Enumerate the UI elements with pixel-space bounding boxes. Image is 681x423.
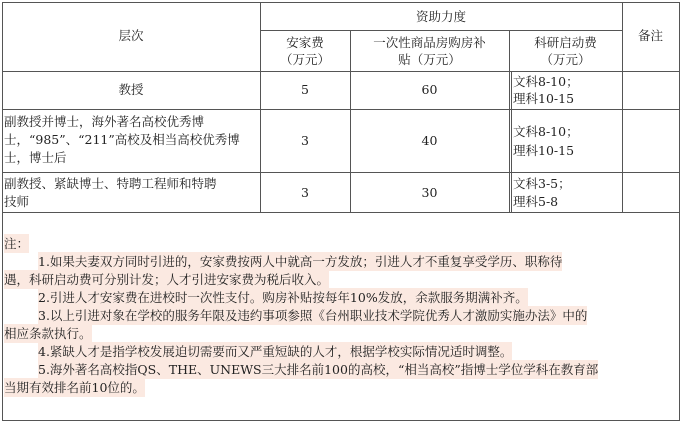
- note-line: 5.海外著名高校指QS、THE、UNEWS三大排名前100的高校，“相当高校”指博士学位学科在教育部: [38, 362, 599, 377]
- row-level: 副教授、紧缺博士、特聘工程师和特聘: [4, 176, 217, 191]
- row-settle-fee: 3: [301, 133, 309, 148]
- header-remarks: 备注: [637, 28, 663, 43]
- note-line: 当期有效排名前10位的。: [4, 380, 145, 395]
- header-research-startup-unit: （万元）: [540, 52, 591, 67]
- note-line: 3.以上引进对象在学校的服务年限及违约事项参照《台州职业技术学院优秀人才激励实施办法》中的: [38, 308, 588, 323]
- header-settle-fee-unit: （万元）: [279, 52, 330, 67]
- note-line: 4.紧缺人才是指学校发展迫切需要而又严重短缺的人才，根据学校实际情况适时调整。: [38, 344, 513, 359]
- row-level: 教授: [118, 82, 144, 97]
- rule: [2, 420, 680, 421]
- rule: [2, 2, 680, 3]
- rule: [2, 212, 680, 213]
- notes-title: 注：: [4, 236, 30, 251]
- row-research-startup: 理科5-8: [513, 194, 559, 209]
- row-research-startup: 理科10-15: [513, 91, 575, 106]
- row-level: 士，“985”、“211”高校及相当高校优秀博: [4, 132, 240, 147]
- header-settle-fee: 安家费: [286, 35, 324, 50]
- row-research-startup: 文科3-5；: [513, 176, 571, 191]
- note-line: 1.如果夫妻双方同时引进的，安家费按两人中就高一方发放；引进人才不重复享受学历、职称待: [38, 254, 563, 269]
- rule: [511, 71, 512, 213]
- row-level: 士，博士后: [4, 150, 67, 165]
- row-settle-fee: 3: [301, 185, 309, 200]
- rule: [260, 30, 622, 31]
- header-research-startup: 科研启动费: [534, 35, 597, 50]
- header-housing-subsidy: 一次性商品房购房补: [373, 35, 486, 50]
- row-research-startup: 理科10-15: [513, 143, 575, 158]
- rule: [679, 2, 680, 421]
- row-level: 技师: [4, 194, 30, 209]
- note-line: 2.引进人才安家费在进校时一次性支付。购房补贴按每年10%发放，余款服务期满补齐。: [38, 290, 528, 305]
- note-line: 相应条款执行。: [4, 326, 92, 341]
- row-research-startup: 文科8-10；: [513, 74, 579, 89]
- header-housing-subsidy-unit: 贴（万元）: [398, 52, 461, 67]
- note-line: 遇，科研启动费可分别计发；人才引进安家费为税后收入。: [4, 272, 330, 287]
- header-funding: 资助力度: [415, 9, 466, 24]
- rule: [2, 172, 680, 173]
- header-level: 层次: [118, 28, 144, 43]
- row-settle-fee: 5: [301, 82, 309, 97]
- rule: [2, 2, 3, 421]
- row-research-startup: 文科8-10；: [513, 124, 579, 139]
- row-level: 副教授并博士，海外著名高校优秀博: [4, 114, 205, 129]
- row-housing-subsidy: 30: [421, 185, 438, 200]
- rule: [2, 109, 680, 110]
- row-housing-subsidy: 40: [421, 133, 438, 148]
- row-housing-subsidy: 60: [421, 82, 438, 97]
